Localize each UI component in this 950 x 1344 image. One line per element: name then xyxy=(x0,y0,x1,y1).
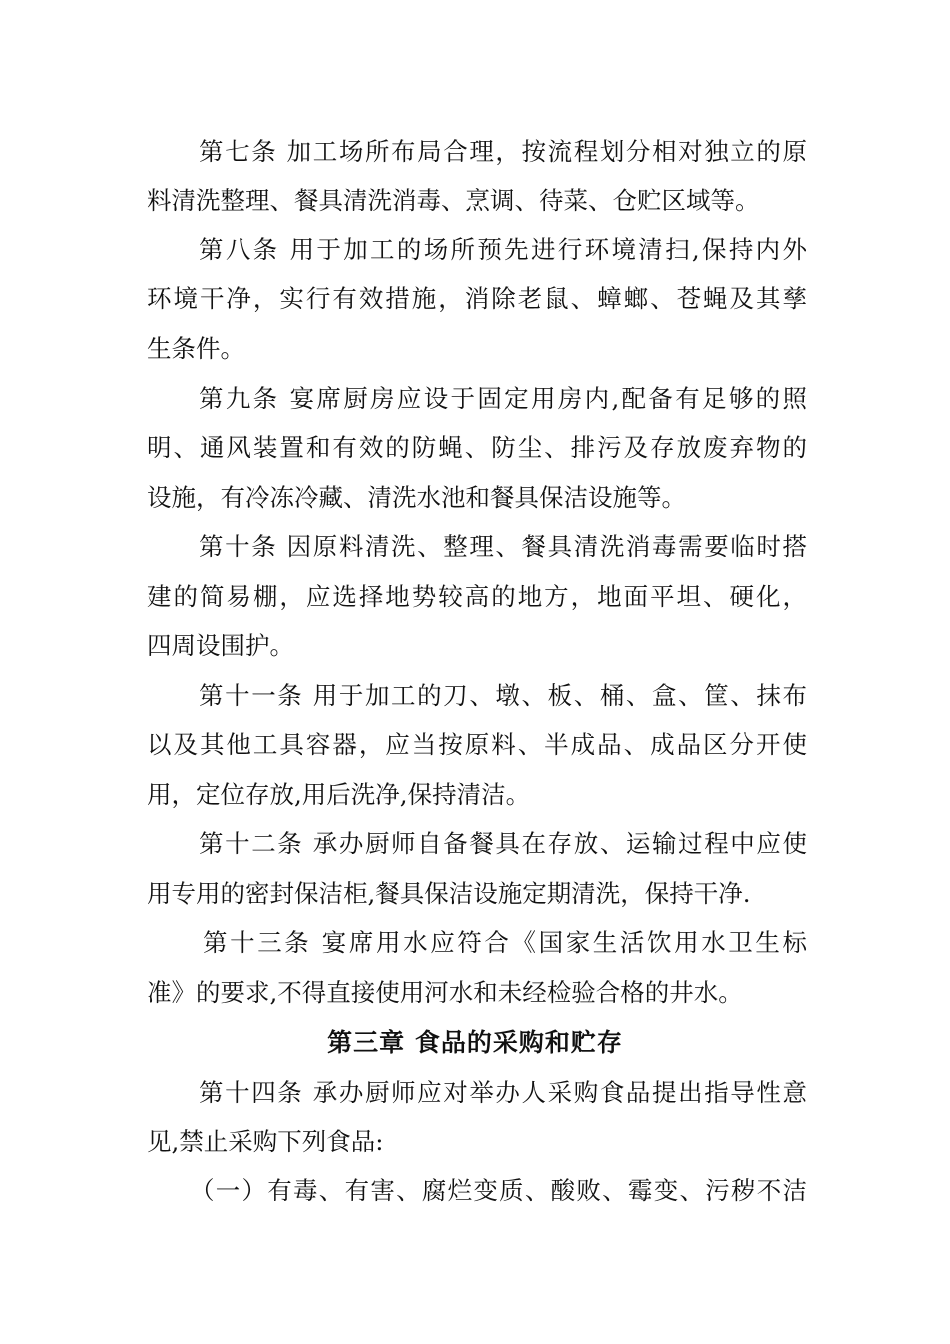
article-11-line-3: 用，定位存放,用后洗净,保持清洁。 xyxy=(147,780,531,809)
article-10-line-2: 建的简易棚，应选择地势较高的地方，地面平坦、硬化， xyxy=(147,582,807,611)
article-14-item-1: （一）有毒、有害、腐烂变质、酸败、霉变、污秽不洁 xyxy=(190,1176,807,1205)
article-12-line-2: 用专用的密封保洁柜,餐具保洁设施定期清洗，保持干净. xyxy=(147,879,751,908)
article-14-line-2: 见,禁止采购下列食品: xyxy=(147,1127,384,1156)
article-8-line-2: 环境干净，实行有效措施，消除老鼠、蟑螂、苍蝇及其孳 xyxy=(147,284,807,313)
article-13-line-1: 第十三条 宴席用水应符合《国家生活饮用水卫生标 xyxy=(203,928,807,957)
chapter-3-heading: 第三章 食品的采购和贮存 xyxy=(327,1028,623,1057)
article-7-line-1: 第七条 加工场所布局合理，按流程划分相对独立的原 xyxy=(199,137,807,166)
article-12-line-1: 第十二条 承办厨师自备餐具在存放、运输过程中应使 xyxy=(199,829,807,858)
article-8-line-1: 第八条 用于加工的场所预先进行环境清扫,保持内外 xyxy=(199,235,807,264)
article-14-line-1: 第十四条 承办厨师应对举办人采购食品提出指导性意 xyxy=(199,1078,807,1107)
article-7-line-2: 料清洗整理、餐具清洗消毒、烹调、待菜、仓贮区域等。 xyxy=(147,186,760,215)
article-9-line-3: 设施，有冷冻冷藏、清洗水池和餐具保洁设施等。 xyxy=(147,483,686,512)
article-9-line-2: 明、通风装置和有效的防蝇、防尘、排污及存放废弃物的 xyxy=(147,433,807,462)
article-10-line-3: 四周设围护。 xyxy=(147,631,294,660)
article-8-line-3: 生条件。 xyxy=(147,334,245,363)
article-9-line-1: 第九条 宴席厨房应设于固定用房内,配备有足够的照 xyxy=(199,384,807,413)
article-11-line-1: 第十一条 用于加工的刀、墩、板、桶、盒、筐、抹布 xyxy=(199,681,807,710)
article-11-line-2: 以及其他工具容器，应当按原料、半成品、成品区分开使 xyxy=(147,730,807,759)
article-13-line-2: 准》的要求,不得直接使用河水和未经检验合格的井水。 xyxy=(147,978,743,1007)
article-10-line-1: 第十条 因原料清洗、整理、餐具清洗消毒需要临时搭 xyxy=(199,532,807,561)
